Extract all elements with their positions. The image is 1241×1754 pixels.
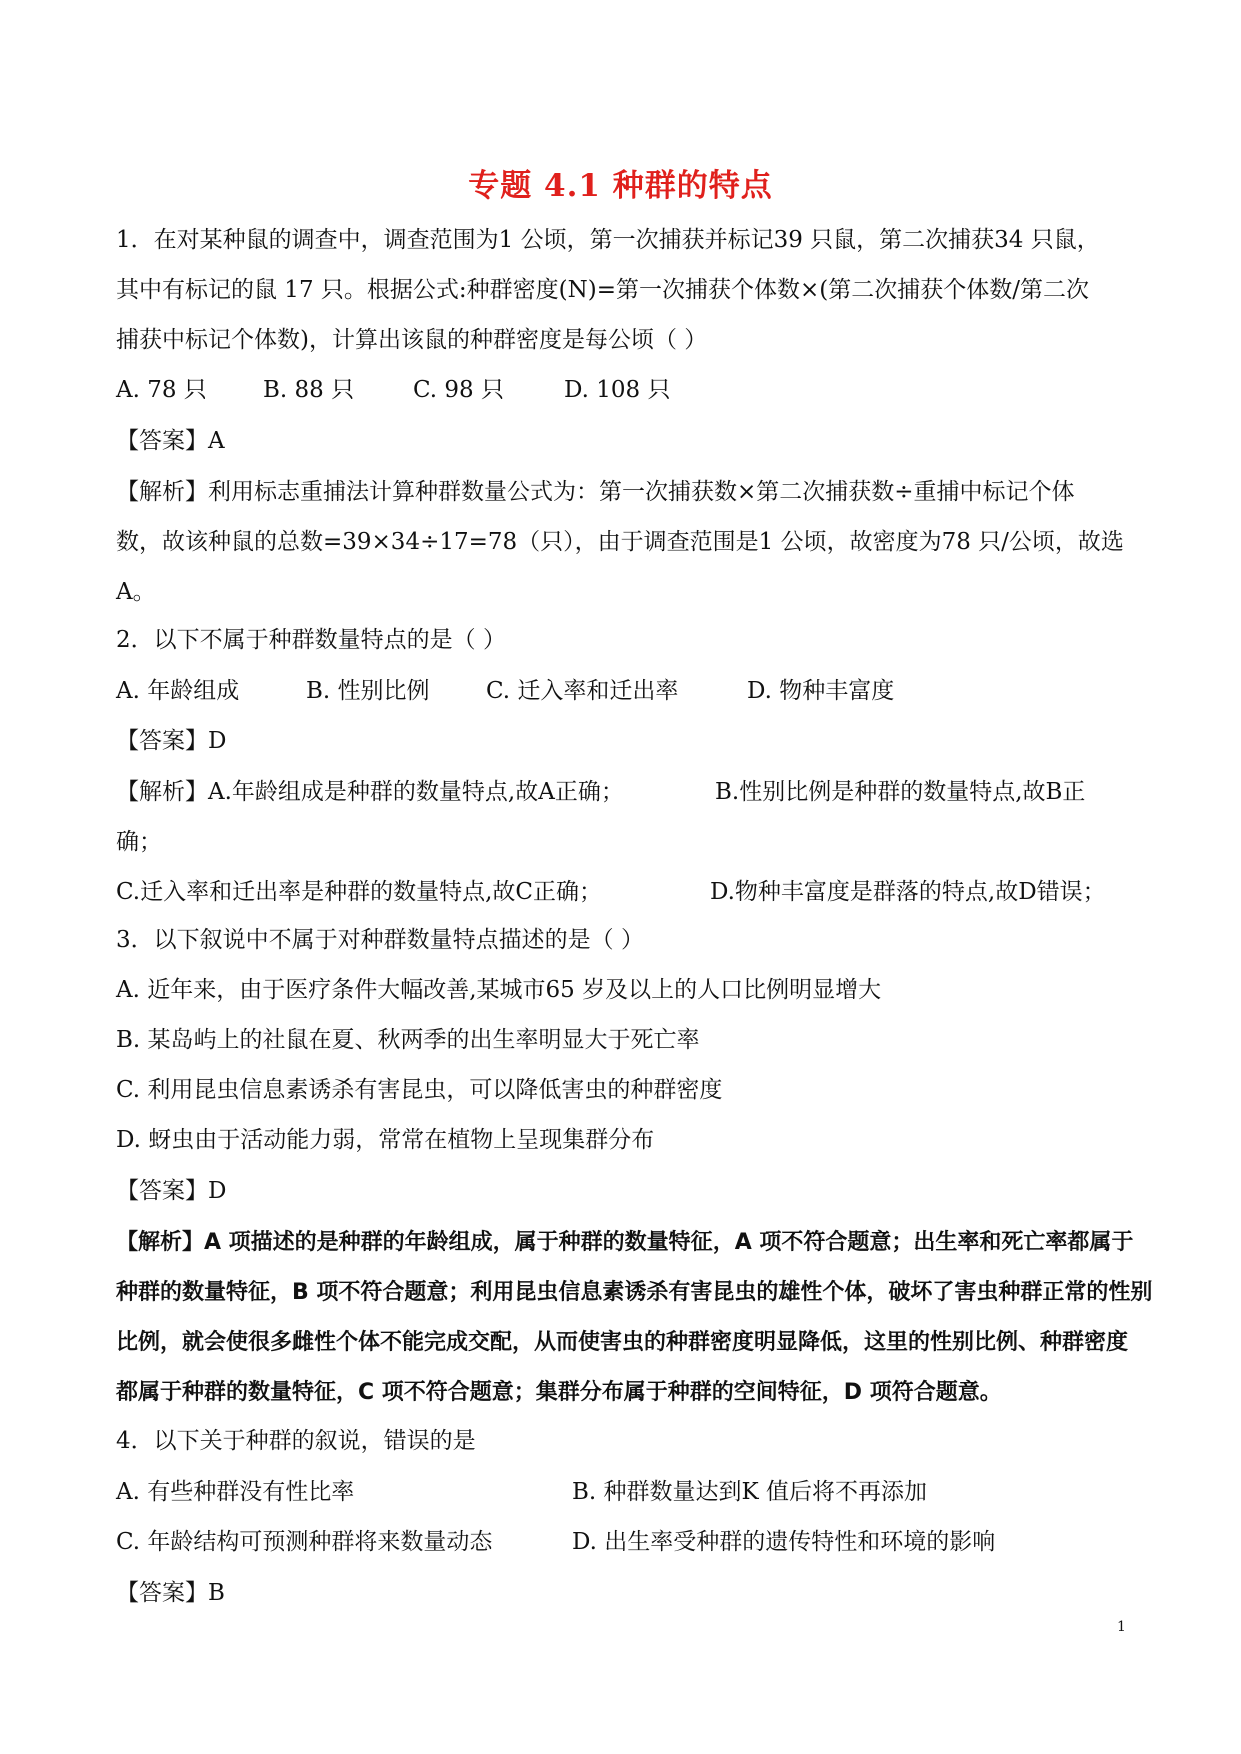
q1-stem-line-3: 捕获中标记个体数)，计算出该鼠的种群密度是每公顷（ ） xyxy=(116,327,708,353)
q1-answer: 【答案】A xyxy=(116,428,225,454)
q1-analysis-line-2: 数，故该种鼠的总数=39×34÷17=78（只），由于调查范围是1 公顷，故密度为78 只/公顷，故选 xyxy=(116,529,1124,555)
q1-stem-line-2: 其中有标记的鼠 17 只。根据公式:种群密度(N)=第一次捕获个体数×(第二次捕获个体数/第二次 xyxy=(116,277,1089,303)
q1-stem-line-1: 1．在对某种鼠的调查中，调查范围为1 公顷，第一次捕获并标记39 只鼠，第二次捕获34 只鼠， xyxy=(116,227,1100,253)
q1-option-a: A. 78 只 xyxy=(116,377,207,403)
q2-option-b: B. 性别比例 xyxy=(306,678,430,704)
q3-analysis-line-4: 都属于种群的数量特征，C 项不符合题意；集群分布属于种群的空间特征，D 项符合题意。 xyxy=(116,1380,1002,1405)
q1-option-d: D. 108 只 xyxy=(564,377,671,403)
q1-option-c: C. 98 只 xyxy=(413,377,504,403)
q2-option-d: D. 物种丰富度 xyxy=(747,678,895,704)
q3-option-b: B. 某岛屿上的社鼠在夏、秋两季的出生率明显大于死亡率 xyxy=(116,1027,700,1053)
q4-option-d: D. 出生率受种群的遗传特性和环境的影响 xyxy=(572,1529,996,1555)
q3-answer: 【答案】D xyxy=(116,1178,227,1204)
q2-analysis-a: 【解析】A.年龄组成是种群的数量特点,故A正确； xyxy=(116,779,624,805)
q2-stem: 2．以下不属于种群数量特点的是（ ） xyxy=(116,627,506,653)
q3-stem: 3．以下叙说中不属于对种群数量特点描述的是（ ） xyxy=(116,927,644,953)
q4-option-b: B. 种群数量达到K 值后将不再添加 xyxy=(572,1479,928,1505)
q2-option-c: C. 迁入率和迁出率 xyxy=(486,678,679,704)
q2-analysis-d: D.物种丰富度是群落的特点,故D错误； xyxy=(710,879,1106,905)
q2-analysis-c: C.迁入率和迁出率是种群的数量特点,故C正确； xyxy=(116,879,602,905)
q3-option-d: D. 蚜虫由于活动能力弱，常常在植物上呈现集群分布 xyxy=(116,1127,655,1153)
q3-analysis-line-2: 种群的数量特征，B 项不符合题意；利用昆虫信息素诱杀有害昆虫的雄性个体，破坏了害虫种群正常的性别 xyxy=(116,1280,1153,1305)
q4-option-a: A. 有些种群没有性比率 xyxy=(116,1479,355,1505)
q3-analysis-line-1: 【解析】A 项描述的是种群的年龄组成，属于种群的数量特征，A 项不符合题意；出生率和死亡率都属于 xyxy=(116,1230,1134,1255)
q3-option-c: C. 利用昆虫信息素诱杀有害昆虫，可以降低害虫的种群密度 xyxy=(116,1077,723,1103)
q4-answer: 【答案】B xyxy=(116,1580,225,1606)
q2-option-a: A. 年龄组成 xyxy=(116,678,240,704)
q4-option-c: C. 年龄结构可预测种群将来数量动态 xyxy=(116,1529,493,1555)
q1-option-b: B. 88 只 xyxy=(263,377,355,403)
q1-analysis-line-1: 【解析】利用标志重捕法计算种群数量公式为：第一次捕获数×第二次捕获数÷重捕中标记个体 xyxy=(116,479,1075,505)
q4-stem: 4．以下关于种群的叙说，错误的是 xyxy=(116,1428,476,1454)
q2-analysis-b: B.性别比例是种群的数量特点,故B正 xyxy=(715,779,1086,805)
q3-analysis-line-3: 比例，就会使很多雌性个体不能完成交配，从而使害虫的种群密度明显降低，这里的性别比例、种群密度 xyxy=(116,1330,1129,1355)
q3-option-a: A. 近年来，由于医疗条件大幅改善,某城市65 岁及以上的人口比例明显增大 xyxy=(116,977,882,1003)
q1-analysis-line-3: A。 xyxy=(116,579,156,605)
q2-answer: 【答案】D xyxy=(116,728,227,754)
page-title: 专题 4.1 种群的特点 xyxy=(468,168,773,204)
page-number: 1 xyxy=(1117,1619,1126,1635)
q2-analysis-b-cont: 确； xyxy=(116,829,162,855)
